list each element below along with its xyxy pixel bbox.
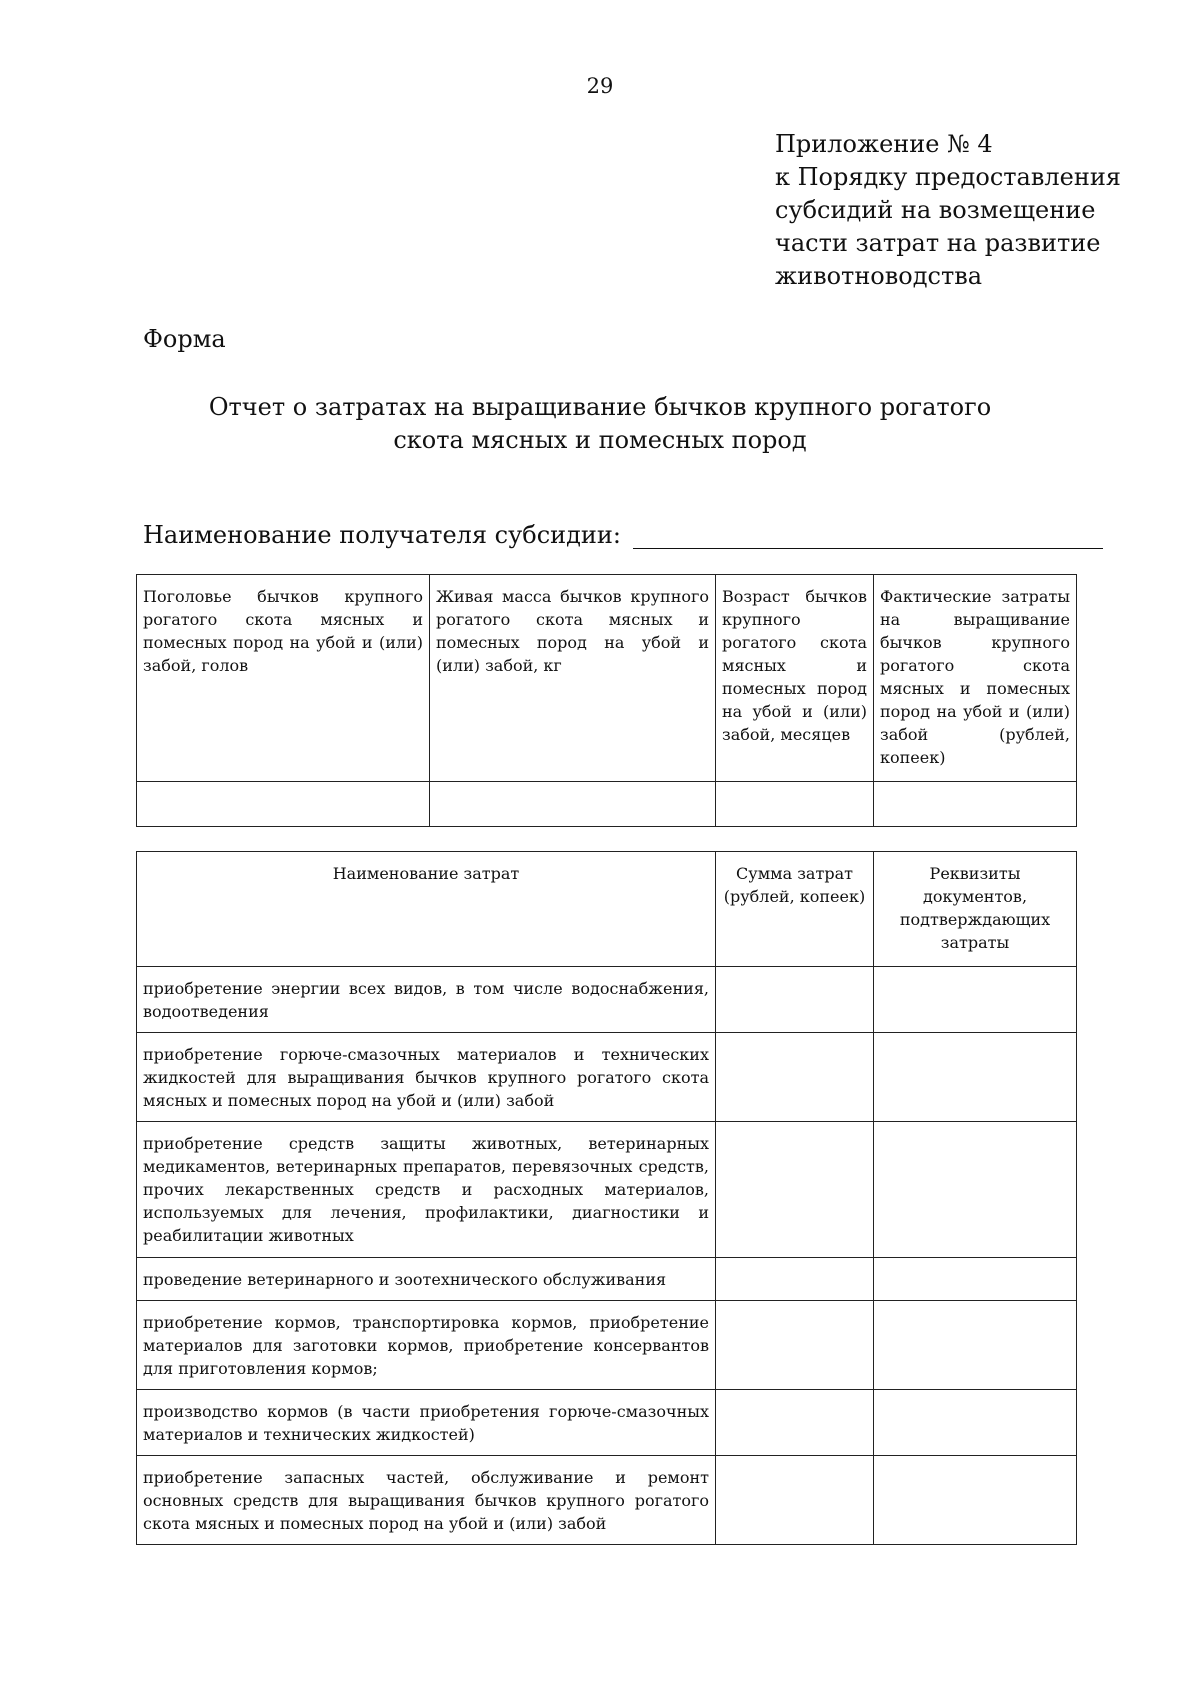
document-cell[interactable] <box>874 1258 1077 1301</box>
header-cost-name: Наименование затрат <box>137 852 716 967</box>
table-row <box>137 1122 1077 1258</box>
livestock-summary-table <box>136 574 1077 827</box>
cost-item-label: приобретение запасных частей, обслуживание и ремонт основных средств для выращивания бычков крупного рогатого скота мясных и помесных пород на убой и (или) забой <box>137 1456 716 1545</box>
table-row <box>137 1390 1077 1456</box>
cost-sum-cell[interactable] <box>716 1456 874 1545</box>
appendix-line: к Порядку предоставления <box>775 163 1121 191</box>
table-row <box>137 1456 1077 1545</box>
table-row <box>137 1301 1077 1390</box>
cost-sum-cell[interactable] <box>716 1033 874 1122</box>
document-cell[interactable] <box>874 1122 1077 1258</box>
cost-sum-cell[interactable] <box>716 1122 874 1258</box>
recipient-label: Наименование получателя субсидии: <box>143 521 621 549</box>
recipient-input-line[interactable] <box>633 522 1103 549</box>
cost-sum-cell[interactable] <box>716 967 874 1033</box>
input-cell-live-weight[interactable] <box>430 782 716 827</box>
cost-sum-cell[interactable] <box>716 1258 874 1301</box>
table-header-row <box>137 852 1077 967</box>
cost-item-label: приобретение кормов, транспортировка кормов, приобретение материалов для заготовки кормов, приобретение консервантов для приготовления кормов; <box>137 1301 716 1390</box>
input-cell-age[interactable] <box>716 782 874 827</box>
appendix-line: субсидий на возмещение <box>775 196 1096 224</box>
appendix-block <box>775 128 1175 293</box>
form-label: Форма <box>143 325 226 353</box>
report-title-line: Отчет о затратах на выращивание бычков крупного рогатого <box>208 393 992 421</box>
cost-item-label: приобретение энергии всех видов, в том числе водоснабжения, водоотведения <box>137 967 716 1033</box>
table-row <box>137 1258 1077 1301</box>
cost-sum-cell[interactable] <box>716 1301 874 1390</box>
header-actual-costs: Фактические затраты на выращивание бычков крупного рогатого скота мясных и помесных пород на убой и (или) забой (рублей, копеек) <box>874 575 1077 782</box>
appendix-line: животноводства <box>775 262 983 290</box>
cost-item-label: производство кормов (в части приобретения горюче-смазочных материалов и технических жидкостей) <box>137 1390 716 1456</box>
header-live-weight: Живая масса бычков крупного рогатого скота мясных и помесных пород на убой и (или) забой, кг <box>430 575 716 782</box>
document-cell[interactable] <box>874 967 1077 1033</box>
appendix-line: Приложение № 4 <box>775 130 993 158</box>
page-number: 29 <box>586 74 614 98</box>
recipient-field <box>143 521 1103 549</box>
table-row <box>137 782 1077 827</box>
document-cell[interactable] <box>874 1033 1077 1122</box>
cost-sum-cell[interactable] <box>716 1390 874 1456</box>
header-age: Возраст бычков крупного рогатого скота мясных и помесных пород на убой и (или) забой, месяцев <box>716 575 874 782</box>
cost-item-label: проведение ветеринарного и зоотехнического обслуживания <box>137 1258 716 1301</box>
document-cell[interactable] <box>874 1456 1077 1545</box>
report-title <box>140 391 1060 457</box>
cost-item-label: приобретение горюче-смазочных материалов и технических жидкостей для выращивания бычков крупного рогатого скота мясных и помесных пород на убой и (или) забой <box>137 1033 716 1122</box>
input-cell-head-count[interactable] <box>137 782 430 827</box>
document-cell[interactable] <box>874 1390 1077 1456</box>
table-header-row <box>137 575 1077 782</box>
appendix-line: части затрат на развитие <box>775 229 1101 257</box>
table-row <box>137 967 1077 1033</box>
header-head-count: Поголовье бычков крупного рогатого скота мясных и помесных пород на убой и (или) забой, голов <box>137 575 430 782</box>
cost-item-label: приобретение средств защиты животных, ветеринарных медикаментов, ветеринарных препаратов, перевязочных средств, прочих лекарственных средств и расходных материалов, используемых для лечения, профилактики, диагностики и реабилитации животных <box>137 1122 716 1258</box>
header-cost-sum: Сумма затрат (рублей, копеек) <box>716 852 874 967</box>
input-cell-actual-costs[interactable] <box>874 782 1077 827</box>
costs-table <box>136 851 1077 1545</box>
table-row <box>137 1033 1077 1122</box>
report-title-line: скота мясных и помесных пород <box>393 426 807 454</box>
header-documents: Реквизиты документов, подтверждающих затраты <box>874 852 1077 967</box>
document-cell[interactable] <box>874 1301 1077 1390</box>
